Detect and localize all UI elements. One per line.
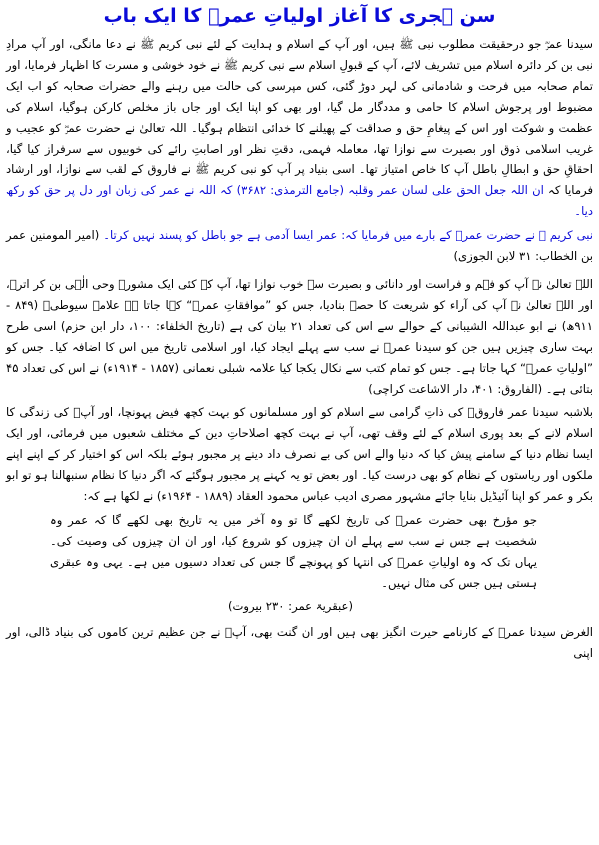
hadith-text: نبی کریم ﷺ نے حضرت عمرؓ کے بارے میں فرمایا کہ: عمر ایسا آدمی ہے جو باطل کو پسند نہیں کرتا۔ [103, 228, 594, 243]
hadith-reference: (امیر المومنین عمر بن الخطاب: ۳۱ لابن الجوزی) [6, 228, 593, 264]
block-quote-aqqad: جو مؤرخ بھی حضرت عمرؓ کی تاریخ لکھے گا تو وہ آخر میں یہ تاریخ بھی لکھے گا کہ عمر وہ شخصیت ہے جس نے سب سے پہلے ان ان چیزوں کو شروع کیا، اور ان ان چیزوں کی وصیت کی۔ یہاں تک کہ وہ اولیاتِ عمرؓ کی انتہا کو پہونچے گا جس کی تعداد دسیوں میں ہے۔ یہی وہ عبقری ہستی ہیں جس کی مثال نہیں۔ [50, 512, 537, 590]
spacer [6, 267, 593, 274]
hadith-quote-arabic: ان اللہ جعل الحق علی لسان عمر وقلبہ (جامع الترمذی: ۳۶۸۲) کہ اللہ نے عمر کی زبان اور دل پر حق کو رکھ دیا۔ [6, 183, 593, 219]
article-title: سن ہجری کا آغاز اولیاتِ عمرؓ کا ایک باب [103, 5, 496, 27]
paragraph-muwafaqat: اللہ تعالیٰ نے آپ کو فہم و فراست اور دانائی و بصیرت سے خوب نوازا تھا، آپ کے کئی ایک مشورے وحی الٰہی بن کر اترے، اور اللہ تعالیٰ نے آپ کی آراء کو شریعت کا حصہ بنادیا، جس کو ”موافقاتِ عمرؓ“ کہا جاتا ہے علامہ سیوطیؒ (۸۴۹ - ۹۱۱ھ) نے ابو عبداللہ الشیبانی کے حوالے سے اس کی تعداد ۲۱ بیان کی ہے (تاریخ الخلفاء: ۱۰۰، دار ابن حزم) اسی طرح بہت ساری چیزیں ہیں جن کو سیدنا عمرؓ نے سب سے پہلے ایجاد کیا، اور اسلامی تاریخ میں اس کا اضافہ کیا۔ جس کو ”اولیاتِ عمرؓ“ کہا جاتا ہے۔ جس کو تمام کتب سے نکال یکجا کیا علامہ شبلی نعمانی (۱۸۵۷ - ۱۹۱۴ء) نے اس کی تعداد ۴۵ بتائی ہے۔ (الفاروق: ۴۰۱، دار الاشاعت کراچی) [6, 276, 594, 396]
paragraph-hadith [6, 225, 593, 267]
paragraph-intro [6, 34, 593, 222]
article-page [6, 0, 593, 845]
block-quote-reference: (عبقریۃ عمر: ۲۳۰ بیروت) [227, 598, 353, 613]
paragraph-conclusion: الغرض سیدنا عمرؓ کے کارنامے حیرت انگیز بھی ہیں اور ان گنت بھی، آپؓ نے جن عظیم ترین کاموں کی بنیاد ڈالی، اور اپنی [6, 625, 593, 661]
paragraph-intro-text: سیدنا عمرؓ جو درحقیقت مطلوب نبی ﷺ ہیں، اور آپ کے اسلام و ہدایت کے لئے نبی کریم ﷺ نے دعا مانگی، اور آپ مرادِ نبی بن کر دائرہ اسلام میں تشریف لائے، آپ کے قبولِ اسلام سے نبی کریم ﷺ نے خود خوشی و مسرت کا اظہار فرمایا، اور تمام صحابہ میں فرحت و شادمانی کی لہر دوڑ گئی، کس مپرسی کی حالت میں رہنے والے حضرات صحابہ کو اب ایک مضبوط اور پرجوش اسلام کا حامی و مددگار مل گیا، اور بھی کو اپنا ایک اور جاں باز مخلص کارکن ہوگیا، اسلام کی عظمت و شوکت اور اس کے پیغامِ حق و صداقت کے پھیلنے کا خدائی انتظام ہوگیا۔ اللہ تعالیٰ نے حضرت عمرؓ کو عجیب و غریب اسلامی ذوق اور بصیرت سے نوازا تھا، معاملہ فہمی، دقتِ نظر اور اصابتِ رائے کی خوبیوں سے سرفراز کیا گیا، احقاقِ حق و ابطالِ باطل آپ کا خاص امتیاز تھا۔ اسی بنیاد پر آپ کو نبی کریم ﷺ نے فاروق کے لقب سے نوازا، اور ارشاد فرمایا کہ [6, 37, 593, 198]
paragraph-contributions: بلاشبہ سیدنا عمر فاروقؓ کی ذاتِ گرامی سے اسلام کو اور مسلمانوں کو بہت کچھ فیض پہونچا، اور آپؓ کی زندگی کا اسلام لانے کے بعد پوری اسلام کے لئے وقف تھی، آپ نے بہت کچھ اصلاحاتِ دین کے مختلف شعبوں میں فرمائی، اور ایک ایسا نظام دنیا کے سامنے پیش کیا کہ دنیا والے اس کی بے نصرف داد دینے پر مجبور ہوئے بلکہ اس کو اختیار کر کے اپنے اپنے ملکوں اور ریاستوں کے نظام کو بھی درست کیا۔ اور بعض تو یہ کہنے پر مجبور ہوگئے کہ اگر دنیا کا نظام سنبھالنا ہو تو ابو بکر و عمر کو اپنا آئیڈیل بنایا جائے مشہور مصری ادیب عباس محمود العقاد (۱۸۸۹ - ۱۹۶۴ء) نے لکھا ہے کہ: [6, 405, 593, 504]
